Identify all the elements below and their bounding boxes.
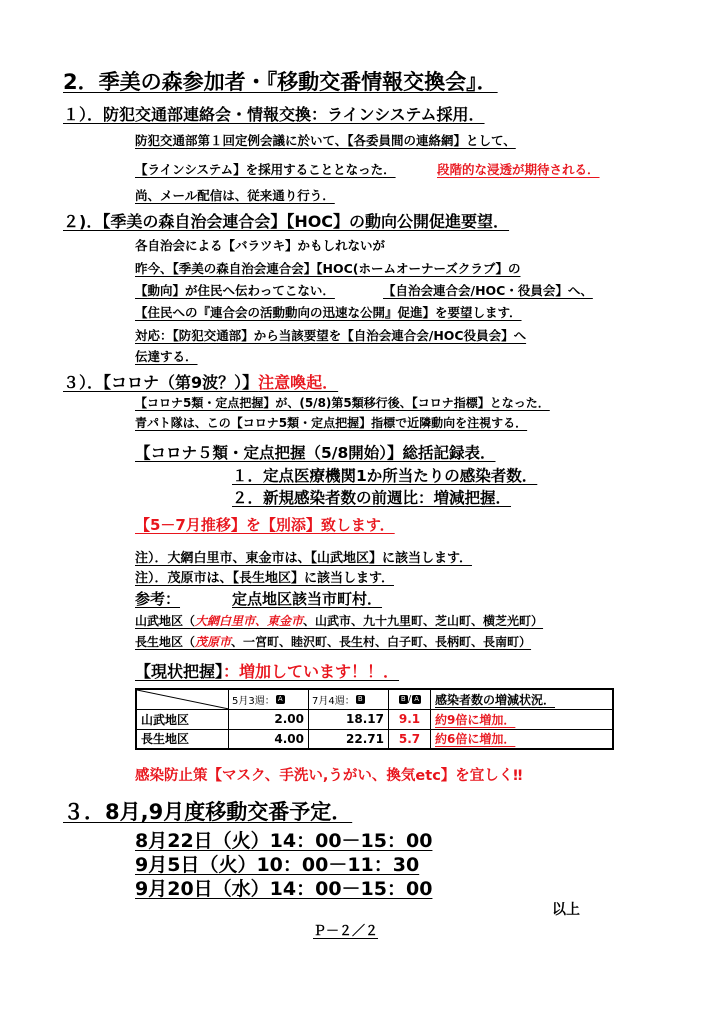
section-2-title: 2．季美の森参加者・『移動交番情報交換会』． bbox=[63, 70, 498, 94]
status-heading bbox=[135, 659, 399, 682]
row-ratio: 9.1 bbox=[389, 709, 431, 729]
sanbu-rest: 、山武市、九十九里町、芝山町、横芝光町） bbox=[303, 614, 544, 628]
s1-line-1: 防犯交通部第１回定例会議に於いて、【各委員間の連絡網】として、 bbox=[135, 133, 516, 148]
row-jul-value: 22.71 bbox=[309, 729, 389, 748]
s2-line-1: 各自治会による【バラツキ】かもしれないが bbox=[135, 238, 386, 253]
section-3-title: ３．8月,9月度移動交番予定． bbox=[63, 800, 353, 824]
row-may-value: 4.00 bbox=[229, 729, 309, 748]
row-status: 約6倍に増加． bbox=[435, 732, 516, 746]
s1-line-3: 尚、メール配信は、従来通り行う． bbox=[135, 188, 335, 203]
status-red: ：増加しています！！． bbox=[223, 662, 400, 681]
s2-line-3: 【動向】が住民へ伝わってこない． bbox=[135, 283, 335, 298]
row-area: 山武地区 bbox=[137, 709, 229, 729]
badge-b-icon: B bbox=[356, 695, 365, 704]
s3-heading-red: 注意喚起． bbox=[258, 373, 339, 392]
s2-line-5: 【住民への『連合会の活動動向の迅速な公開』促進】を要望します． bbox=[135, 305, 522, 320]
s3-line-1: 【コロナ5類・定点把握】が、(5/8)第5類移行後、【コロナ指標】となった． bbox=[135, 396, 550, 410]
note-1: 注）．大網白里市、東金市は、【山武地区】に該当します． bbox=[135, 551, 472, 566]
header-may-week3: 5月3週： A bbox=[229, 690, 309, 709]
header-corner-cell bbox=[137, 690, 229, 709]
badge-a-icon: A bbox=[276, 695, 285, 704]
summary-item-1: １．定点医療機関1か所当たりの感染者数． bbox=[232, 467, 538, 485]
infection-table bbox=[135, 688, 614, 750]
s3-heading-black: ３）．【コロナ（第9波？）】 bbox=[63, 373, 259, 392]
row-status: 約9倍に増加． bbox=[435, 712, 516, 727]
subsection-3-heading bbox=[63, 370, 338, 393]
table-row bbox=[137, 709, 612, 730]
row-may-value: 2.00 bbox=[229, 709, 309, 729]
page-number: Ｐ－２／２ bbox=[313, 924, 379, 939]
prevention-note: 感染防止策【マスク、手洗い,うがい、換気etc】を宜しく‼ bbox=[135, 768, 523, 784]
row-ratio: 5.7 bbox=[389, 729, 431, 748]
closing-text: 以上 bbox=[552, 902, 580, 918]
schedule-item-2: 9月5日（火）10：00－11：30 bbox=[135, 854, 420, 876]
table-row bbox=[137, 729, 612, 748]
subsection-1-heading: １）．防犯交通部連絡会・情報交換：ラインシステム採用． bbox=[63, 105, 485, 124]
row-area: 長生地区 bbox=[137, 729, 229, 748]
s2-line-4: 【自治会連合会/HOC・役員会】へ、 bbox=[383, 283, 593, 298]
chosei-red-city: 茂原市 bbox=[195, 635, 232, 649]
s1-line-2: 【ラインシステム】を採用することとなった． bbox=[135, 162, 396, 177]
reference-title: 定点地区該当市町村． bbox=[232, 590, 383, 608]
badge-b-icon: B bbox=[399, 695, 408, 704]
header-jul-week4: 7月4週： B bbox=[309, 690, 389, 709]
reference-label: 参考： bbox=[135, 590, 181, 608]
chosei-area-line bbox=[135, 633, 531, 650]
status-black: 【現状把握】 bbox=[135, 662, 224, 681]
s2-line-2: 昨今、【季美の森自治会連合会】【HOC(ホームオーナーズクラブ】の bbox=[135, 261, 521, 276]
summary-item-2: ２．新規感染者数の前週比：増減把握． bbox=[232, 489, 512, 507]
s2-line-7: 伝達する． bbox=[135, 349, 198, 364]
sanbu-area-line bbox=[135, 612, 543, 629]
chosei-rest: 、一宮町、睦沢町、長生村、白子町、長柄町、長南町） bbox=[231, 635, 532, 649]
header-ratio: B / A bbox=[389, 690, 431, 709]
summary-title: 【コロナ５類・定点把握（5/8開始）】総括記録表． bbox=[135, 444, 496, 462]
subsection-2-heading: ２)．【季美の森自治会連合会】【HOC】の動向公開促進要望． bbox=[63, 212, 510, 231]
schedule-item-1: 8月22日（火）14：00－15：00 bbox=[135, 830, 433, 852]
badge-a-icon: A bbox=[412, 695, 421, 704]
chosei-prefix: 長生地区（ bbox=[135, 635, 196, 649]
header-status: 感染者数の増減状況． bbox=[435, 693, 556, 707]
sanbu-prefix: 山武地区（ bbox=[135, 614, 196, 628]
row-jul-value: 18.17 bbox=[309, 709, 389, 729]
s3-line-2: 青パト隊は、この【コロナ5類・定点把握】指標で近隣動向を注視する． bbox=[135, 416, 528, 430]
s1-red-note: 段階的な浸透が期待される． bbox=[437, 162, 600, 177]
table-header-row bbox=[137, 690, 612, 710]
s2-line-6: 対応：【防犯交通部】から当該要望を【自治会連合会/HOC役員会】へ bbox=[135, 328, 527, 343]
note-2: 注）．茂原市は、【長生地区】に該当します． bbox=[135, 571, 394, 586]
schedule-item-3: 9月20日（水）14：00－15：00 bbox=[135, 878, 433, 900]
sanbu-red-cities: 大網白里市、東金市 bbox=[195, 614, 304, 628]
attachment-note: 【5－7月推移】を【別添】致します． bbox=[135, 516, 395, 534]
